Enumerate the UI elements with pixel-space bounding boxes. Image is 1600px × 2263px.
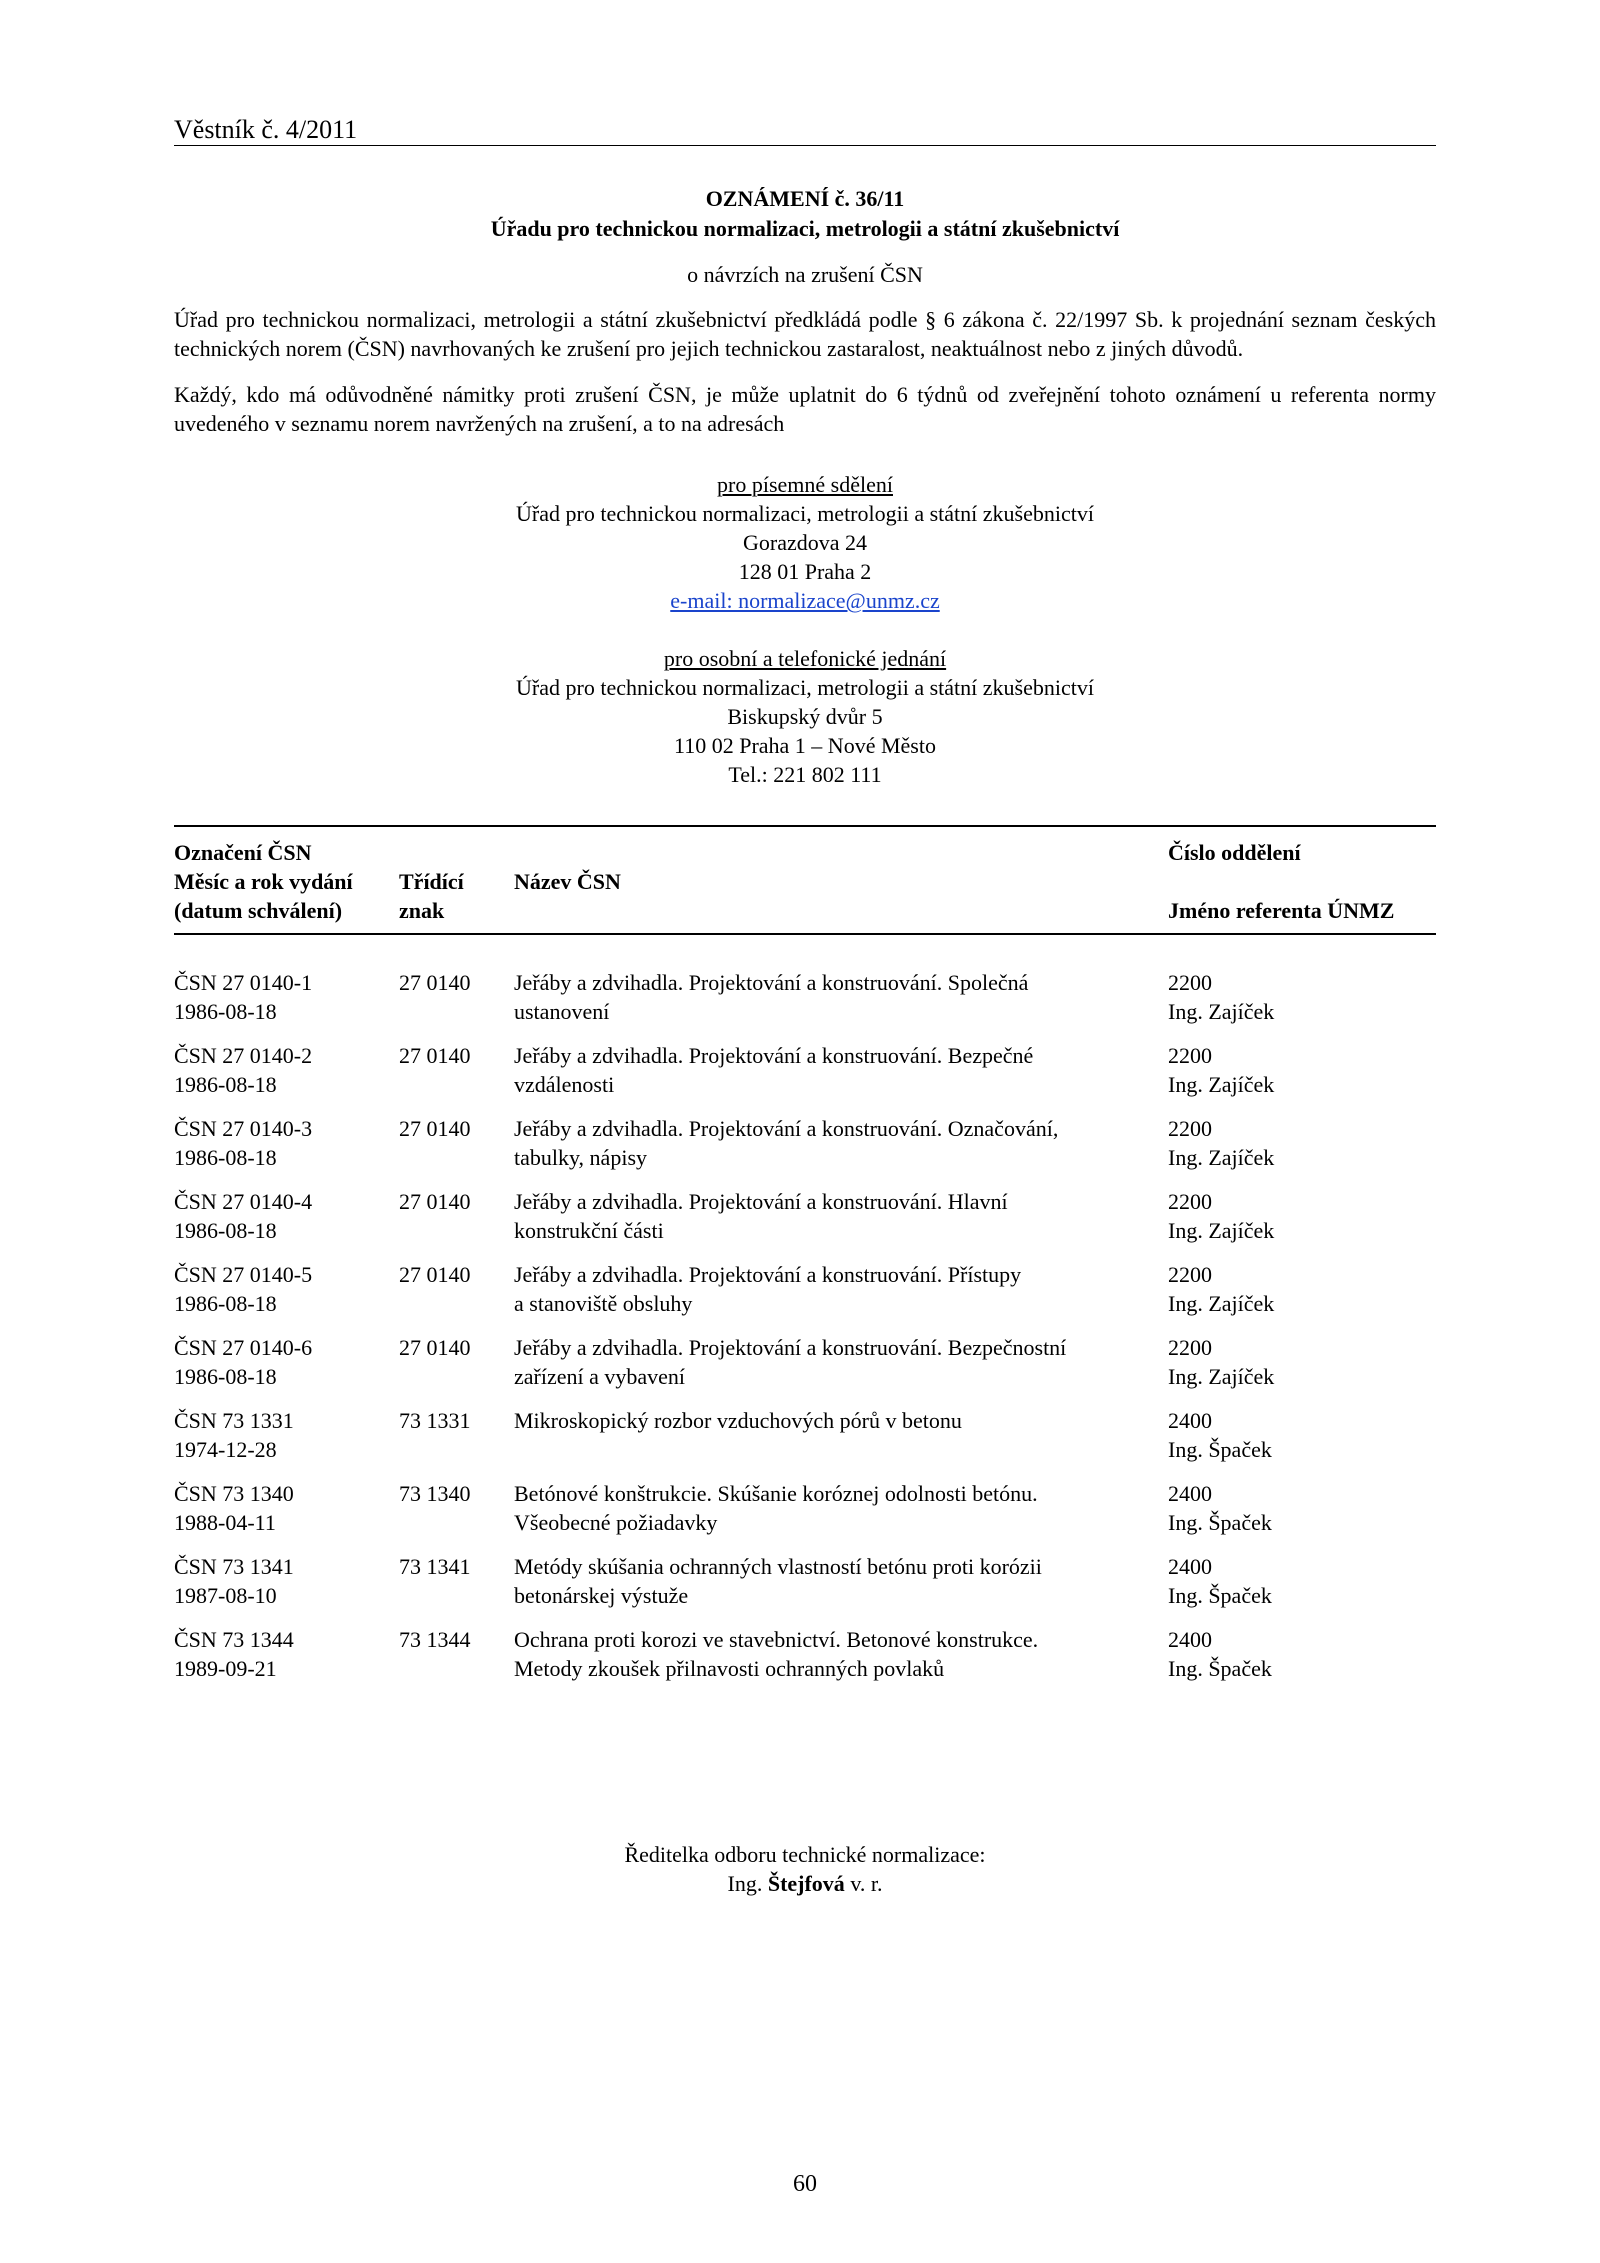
name-cell — [514, 968, 1154, 1026]
standard-code: ČSN 73 1341 — [174, 1554, 294, 1579]
issue-date: 1988-04-11 — [174, 1510, 276, 1535]
designation-cell — [174, 1041, 312, 1099]
standard-name-line: Mikroskopický rozbor vzduchových pórů v betonu — [514, 1408, 962, 1433]
table-row — [174, 1552, 1436, 1625]
name-cell — [514, 1114, 1154, 1172]
designation-cell — [174, 968, 312, 1026]
address-personal-street: Biskupský dvůr 5 — [727, 704, 883, 729]
address-personal-org: Úřad pro technickou normalizaci, metrologii a státní zkušebnictví — [516, 675, 1094, 700]
objection-paragraph: Každý, kdo má odůvodněné námitky proti zrušení ČSN, je může uplatnit do 6 týdnů od zveřejnění tohoto oznámení u referenta normy uvedeného v seznamu norem navržených na zrušení, a to na adresách — [174, 382, 1436, 436]
announcement-subtitle: o návrzích na zrušení ČSN — [687, 262, 923, 287]
referent-name: Ing. Zajíček — [1168, 1145, 1275, 1170]
header-class-2: znak — [399, 898, 445, 923]
address-written-city: 128 01 Praha 2 — [738, 559, 872, 584]
referent-name: Ing. Zajíček — [1168, 1072, 1275, 1097]
header-class-1: Třídící — [399, 869, 464, 894]
address-personal — [174, 644, 1436, 789]
standard-name-line: Betónové konštrukcie. Skúšanie koróznej odolnosti betónu. — [514, 1481, 1038, 1506]
department-number: 2200 — [1168, 1262, 1212, 1287]
referent-name: Ing. Zajíček — [1168, 1218, 1275, 1243]
issue-date: 1974-12-28 — [174, 1437, 277, 1462]
running-head: Věstník č. 4/2011 — [174, 115, 358, 144]
address-written-org: Úřad pro technickou normalizaci, metrologii a státní zkušebnictví — [516, 501, 1094, 526]
class-cell: 73 1340 — [399, 1481, 471, 1506]
standard-name-line: Ochrana proti korozi ve stavebnictví. Betonové konstrukce. — [514, 1627, 1039, 1652]
standard-code: ČSN 73 1340 — [174, 1481, 294, 1506]
class-cell: 73 1344 — [399, 1627, 471, 1652]
header-dept: Číslo oddělení — [1168, 840, 1301, 865]
referent-name: Ing. Špaček — [1168, 1656, 1272, 1681]
referent-cell — [1168, 1187, 1274, 1245]
issue-date: 1987-08-10 — [174, 1583, 277, 1608]
department-number: 2400 — [1168, 1481, 1212, 1506]
referent-name: Ing. Zajíček — [1168, 999, 1275, 1024]
standard-name-line: Jeřáby a zdvihadla. Projektování a konstruování. Přístupy — [514, 1262, 1022, 1287]
header-referent: Jméno referenta ÚNMZ — [1168, 898, 1395, 923]
referent-cell — [1168, 1041, 1274, 1099]
standard-code: ČSN 27 0140-1 — [174, 970, 313, 995]
table-top-rule — [174, 825, 1436, 827]
issue-date: 1986-08-18 — [174, 1364, 277, 1389]
class-cell: 27 0140 — [399, 1335, 471, 1360]
header-month-year: Měsíc a rok vydání — [174, 869, 353, 894]
standard-code: ČSN 73 1331 — [174, 1408, 294, 1433]
referent-name: Ing. Zajíček — [1168, 1364, 1275, 1389]
designation-cell — [174, 1479, 294, 1537]
name-cell — [514, 1260, 1154, 1318]
department-number: 2200 — [1168, 1189, 1212, 1214]
standard-name-line: Jeřáby a zdvihadla. Projektování a konstruování. Společná — [514, 970, 1029, 995]
header-rule — [174, 145, 1436, 146]
referent-name: Ing. Špaček — [1168, 1437, 1272, 1462]
standard-name-line: zařízení a vybavení — [514, 1364, 686, 1389]
header-designation: Označení ČSN — [174, 840, 312, 865]
standard-code: ČSN 27 0140-4 — [174, 1189, 313, 1214]
standard-name-line: Metódy skúšania ochranných vlastností betónu proti korózii — [514, 1554, 1042, 1579]
referent-cell — [1168, 968, 1274, 1026]
class-cell: 27 0140 — [399, 1043, 471, 1068]
designation-cell — [174, 1406, 294, 1464]
name-cell — [514, 1406, 1154, 1435]
signature-name: Štejfová — [767, 1871, 845, 1896]
issue-date: 1986-08-18 — [174, 1072, 277, 1097]
designation-cell — [174, 1114, 312, 1172]
department-number: 2200 — [1168, 1116, 1212, 1141]
class-cell: 27 0140 — [399, 1262, 471, 1287]
department-number: 2200 — [1168, 1335, 1212, 1360]
standard-name-line: a stanoviště obsluhy — [514, 1291, 693, 1316]
standard-name-line: tabulky, nápisy — [514, 1145, 647, 1170]
address-written-street: Gorazdova 24 — [742, 530, 867, 555]
signature-suffix: v. r. — [850, 1871, 883, 1896]
designation-cell — [174, 1552, 294, 1610]
department-number: 2400 — [1168, 1408, 1212, 1433]
department-number: 2400 — [1168, 1627, 1212, 1652]
table-row — [174, 1406, 1436, 1479]
name-cell — [514, 1333, 1154, 1391]
table-row — [174, 1187, 1436, 1260]
standard-name-line: Jeřáby a zdvihadla. Projektování a konstruování. Hlavní — [514, 1189, 1008, 1214]
standard-name-line: Jeřáby a zdvihadla. Projektování a konstruování. Bezpečné — [514, 1043, 1034, 1068]
signature-prefix: Ing. — [727, 1871, 763, 1896]
referent-cell — [1168, 1333, 1274, 1391]
signature-line — [174, 1869, 1436, 1898]
issue-date: 1986-08-18 — [174, 1218, 277, 1243]
standard-code: ČSN 73 1344 — [174, 1627, 294, 1652]
issue-date: 1986-08-18 — [174, 1291, 277, 1316]
address-personal-tel: Tel.: 221 802 111 — [728, 762, 882, 787]
table-row — [174, 1114, 1436, 1187]
referent-cell — [1168, 1114, 1274, 1172]
table-header-rule — [174, 933, 1436, 935]
designation-cell — [174, 1187, 312, 1245]
issue-date: 1989-09-21 — [174, 1656, 277, 1681]
referent-cell — [1168, 1479, 1272, 1537]
name-cell — [514, 1041, 1154, 1099]
issue-date: 1986-08-18 — [174, 999, 277, 1024]
referent-cell — [1168, 1552, 1272, 1610]
signature-block — [174, 1840, 1436, 1898]
referent-name: Ing. Zajíček — [1168, 1291, 1275, 1316]
header-name: Název ČSN — [514, 869, 621, 894]
designation-cell — [174, 1625, 294, 1683]
department-number: 2200 — [1168, 1043, 1212, 1068]
designation-cell — [174, 1260, 312, 1318]
title-block — [174, 184, 1436, 244]
standard-code: ČSN 27 0140-2 — [174, 1043, 313, 1068]
designation-cell — [174, 1333, 312, 1391]
email-link[interactable]: e-mail: normalizace@unmz.cz — [670, 588, 940, 613]
table-row — [174, 1260, 1436, 1333]
announcement-title: OZNÁMENÍ č. 36/11 — [705, 186, 905, 211]
class-cell: 73 1341 — [399, 1554, 471, 1579]
standard-name-line: ustanovení — [514, 999, 610, 1024]
name-cell — [514, 1552, 1154, 1610]
class-cell: 27 0140 — [399, 970, 471, 995]
issuing-office: Úřadu pro technickou normalizaci, metrologii a státní zkušebnictví — [490, 216, 1120, 241]
referent-cell — [1168, 1625, 1272, 1683]
name-cell — [514, 1187, 1154, 1245]
standard-name-line: konstrukční části — [514, 1218, 664, 1243]
referent-cell — [1168, 1260, 1274, 1318]
standard-name-line: betonárskej výstuže — [514, 1583, 689, 1608]
name-cell — [514, 1625, 1154, 1683]
class-cell: 27 0140 — [399, 1116, 471, 1141]
referent-name: Ing. Špaček — [1168, 1583, 1272, 1608]
address-written-heading: pro písemné sdělení — [717, 472, 893, 497]
signature-title: Ředitelka odboru technické normalizace: — [624, 1842, 986, 1867]
header-approval-date: (datum schválení) — [174, 898, 343, 923]
address-personal-city: 110 02 Praha 1 – Nové Město — [674, 733, 936, 758]
standard-name-line: Všeobecné požiadavky — [514, 1510, 718, 1535]
standard-name-line: Metody zkoušek přilnavosti ochranných povlaků — [514, 1656, 945, 1681]
standard-name-line: Jeřáby a zdvihadla. Projektování a konstruování. Označování, — [514, 1116, 1059, 1141]
department-number: 2200 — [1168, 970, 1212, 995]
table-row — [174, 968, 1436, 1041]
issue-date: 1986-08-18 — [174, 1145, 277, 1170]
standard-name-line: Jeřáby a zdvihadla. Projektování a konstruování. Bezpečnostní — [514, 1335, 1067, 1360]
department-number: 2400 — [1168, 1554, 1212, 1579]
intro-paragraph: Úřad pro technickou normalizaci, metrologii a státní zkušebnictví předkládá podle § 6 zákona č. 22/1997 Sb. k projednání seznam českých technických norem (ČSN) navrhovaných ke zrušení pro jejich technickou zastaralost, neaktuálnost nebo z jiných důvodů. — [174, 307, 1436, 361]
page-number: 60 — [793, 2171, 817, 2197]
referent-name: Ing. Špaček — [1168, 1510, 1272, 1535]
table-row — [174, 1625, 1436, 1698]
table-row — [174, 1041, 1436, 1114]
class-cell: 73 1331 — [399, 1408, 471, 1433]
standard-code: ČSN 27 0140-5 — [174, 1262, 313, 1287]
address-written — [174, 470, 1436, 615]
table-row — [174, 1333, 1436, 1406]
class-cell: 27 0140 — [399, 1189, 471, 1214]
standard-code: ČSN 27 0140-3 — [174, 1116, 313, 1141]
referent-cell — [1168, 1406, 1272, 1464]
name-cell — [514, 1479, 1154, 1537]
standard-name-line: vzdálenosti — [514, 1072, 615, 1097]
address-personal-heading: pro osobní a telefonické jednání — [663, 646, 947, 671]
standard-code: ČSN 27 0140-6 — [174, 1335, 313, 1360]
table-row — [174, 1479, 1436, 1552]
